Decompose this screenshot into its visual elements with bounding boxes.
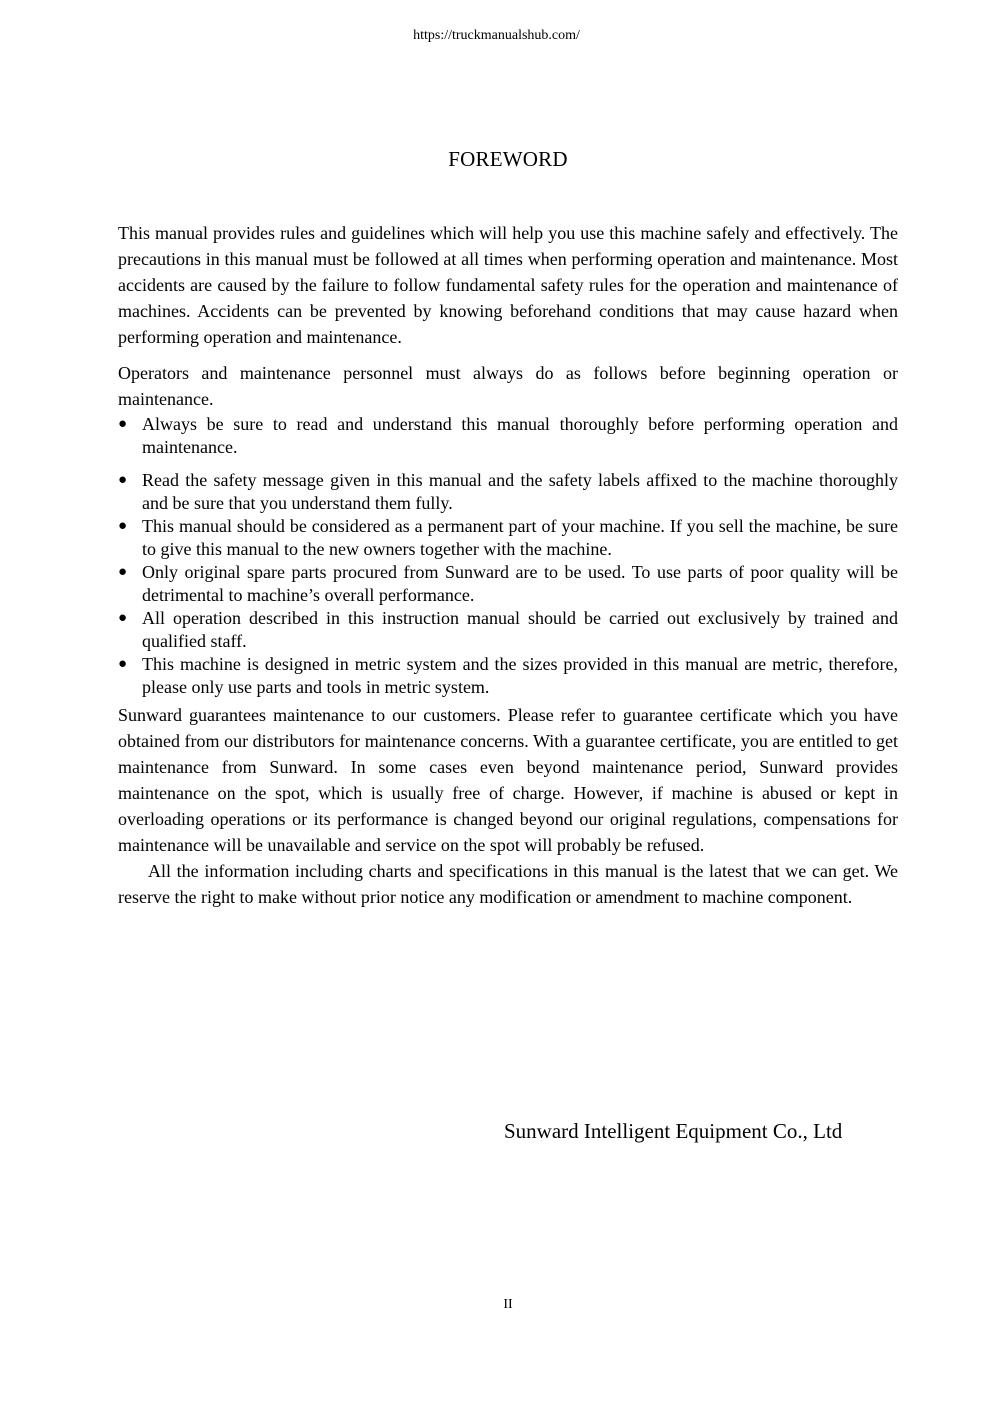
foreword-body <box>118 220 898 910</box>
list-item-text: Read the safety message given in this manual and the safety labels affixed to the machine thoroughly and be sure that you understand them fully. <box>142 470 898 513</box>
bullet-icon: ● <box>118 518 128 534</box>
bullet-icon: ● <box>118 564 128 580</box>
list-item <box>118 653 898 699</box>
list-item-text: This machine is designed in metric system and the sizes provided in this manual are metric, therefore, please only use parts and tools in metric system. <box>142 654 898 697</box>
page-number: II <box>503 1297 513 1312</box>
list-item-text: All operation described in this instruction manual should be carried out exclusively by trained and qualified staff. <box>142 608 898 651</box>
page-title: FOREWORD <box>448 147 568 171</box>
list-item-text: This manual should be considered as a permanent part of your machine. If you sell the machine, be sure to give this manual to the new owners together with the machine. <box>142 516 898 559</box>
instructions-list <box>118 413 898 699</box>
list-item <box>118 469 898 515</box>
bullet-icon: ● <box>118 610 128 626</box>
list-item <box>118 413 898 459</box>
guarantee-paragraph: Sunward guarantees maintenance to our customers. Please refer to guarantee certificate which you have obtained from our distributors for maintenance concerns. With a guarantee certificate, you are entitled to get maintenance from Sunward. In some cases even beyond maintenance period, Sunward provides maintenance on the spot, which is usually free of charge. However, if machine is abused or kept in overloading operations or its performance is changed beyond our original regulations, compensations for maintenance will be unavailable and service on the spot will probably be refused. <box>118 705 898 855</box>
bullet-icon: ● <box>118 656 128 672</box>
list-item <box>118 607 898 653</box>
bullet-icon: ● <box>118 472 128 488</box>
intro-paragraph: This manual provides rules and guidelines which will help you use this machine safely and effectively. The precautions in this manual must be followed at all times when performing operation and maintenance. Most accidents are caused by the failure to follow fundamental safety rules for the operation and maintenance of machines. Accidents can be prevented by knowing beforehand conditions that may cause hazard when performing operation and maintenance. <box>118 223 898 347</box>
information-paragraph: All the information including charts and specifications in this manual is the latest that we can get. We reserve the right to make without prior notice any modification or amendment to machine component. <box>118 861 898 907</box>
header-url: https://truckmanualshub.com/ <box>413 28 580 43</box>
list-item <box>118 561 898 607</box>
bullet-icon: ● <box>118 416 128 432</box>
company-signature: Sunward Intelligent Equipment Co., Ltd <box>504 1119 843 1143</box>
list-item <box>118 515 898 561</box>
list-item-text: Only original spare parts procured from Sunward are to be used. To use parts of poor quality will be detrimental to machine’s overall performance. <box>142 562 898 605</box>
operators-paragraph: Operators and maintenance personnel must always do as follows before beginning operation or maintenance. <box>118 363 898 409</box>
list-item-text: Always be sure to read and understand this manual thoroughly before performing operation and maintenance. <box>142 414 898 457</box>
